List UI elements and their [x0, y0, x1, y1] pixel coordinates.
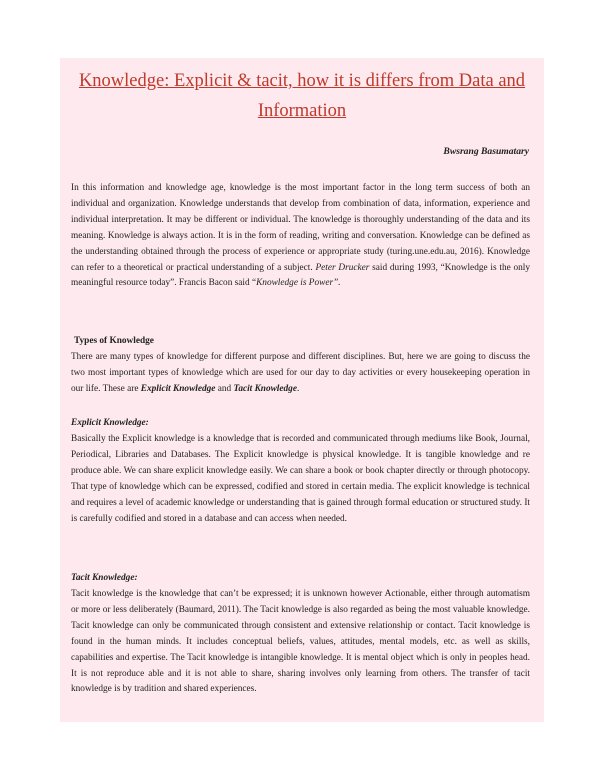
drucker-quote-text: said during 1993, “Knowledge is the only meaningful resource today”. Francis Bacon said “ — [71, 262, 531, 289]
types-paragraph — [71, 350, 530, 398]
bacon-quote: Knowledge is Power”. — [256, 278, 341, 289]
tacit-heading: Tacit Knowledge: — [71, 573, 138, 583]
document-title: Knowledge: Explicit & tacit, how it is differs from Data and Information — [78, 71, 526, 121]
types-text: There are many types of knowledge for different purpose and different disciplines. But, here we are going to discuss the two most important types of knowledge which are used for our day to day activities or every housekeeping operation in our life. These are — [71, 352, 530, 394]
and-word: and — [215, 383, 234, 394]
explicit-term: Explicit Knowledge — [140, 383, 216, 394]
explicit-paragraph: Basically the Explicit knowledge is a knowledge that is recorded and communicated through mediums like Book, Journal, Periodical, Libraries and Databases. The Explicit knowledge is physical knowledge. It is tangible knowledge and re produce able. We can share explicit knowledge easily. We can share a book or book chapter directly or through photocopy. That type of knowledge which can be expressed, codified and stored in certain media. The explicit knowledge is technical and requires a level of academic knowledge or understanding that is gained through formal education or structured study. It is carefully codified and stored in a database and can access when needed. — [71, 434, 530, 524]
intro-text: In this information and knowledge age, knowledge is the most important factor in the long term success of both an individual and organization. Knowledge understands that develop from combination of data, information, experience and individual interpretation. It may be different or individual. The knowledge is thoroughly understanding of the data and its meaning. Knowledge is always action. It is in the form of reading, writing and conversation. Knowledge can be defined as the understanding obtained through the process of experience or appropriate study (turing.une.edu.au, 2016). Knowledge can refer to a theoretical or practical understanding of a subject. — [71, 183, 530, 273]
intro-paragraph — [71, 181, 530, 292]
explicit-heading: Explicit Knowledge: — [71, 418, 149, 428]
types-heading: Types of Knowledge — [74, 336, 154, 346]
author-name: Bwsrang Basumatary — [443, 146, 529, 157]
types-end: . — [296, 383, 300, 394]
tacit-term: Tacit Knowledge — [233, 383, 297, 394]
tacit-paragraph: Tacit knowledge is the knowledge that can’t be expressed; it is unknown however Actionable, either through automatism or more or less deliberately (Baumard, 2011). The Tacit knowledge is also regarded as being the most valuable knowledge. Tacit knowledge can only be communicated through consistent and extensive relationship or contact. Tacit knowledge is found in the human minds. It includes conceptual beliefs, values, attitudes, mental models, etc. as well as skills, capabilities and expertise. The Tacit knowledge is intangible knowledge. It is mental object which is only in peoples head. It is not reproduce able and it is not able to share, sharing involves only learning from others. The transfer of tacit knowledge is by tradition and shared experiences. — [71, 589, 530, 695]
drucker-name: Peter Drucker — [315, 262, 370, 273]
